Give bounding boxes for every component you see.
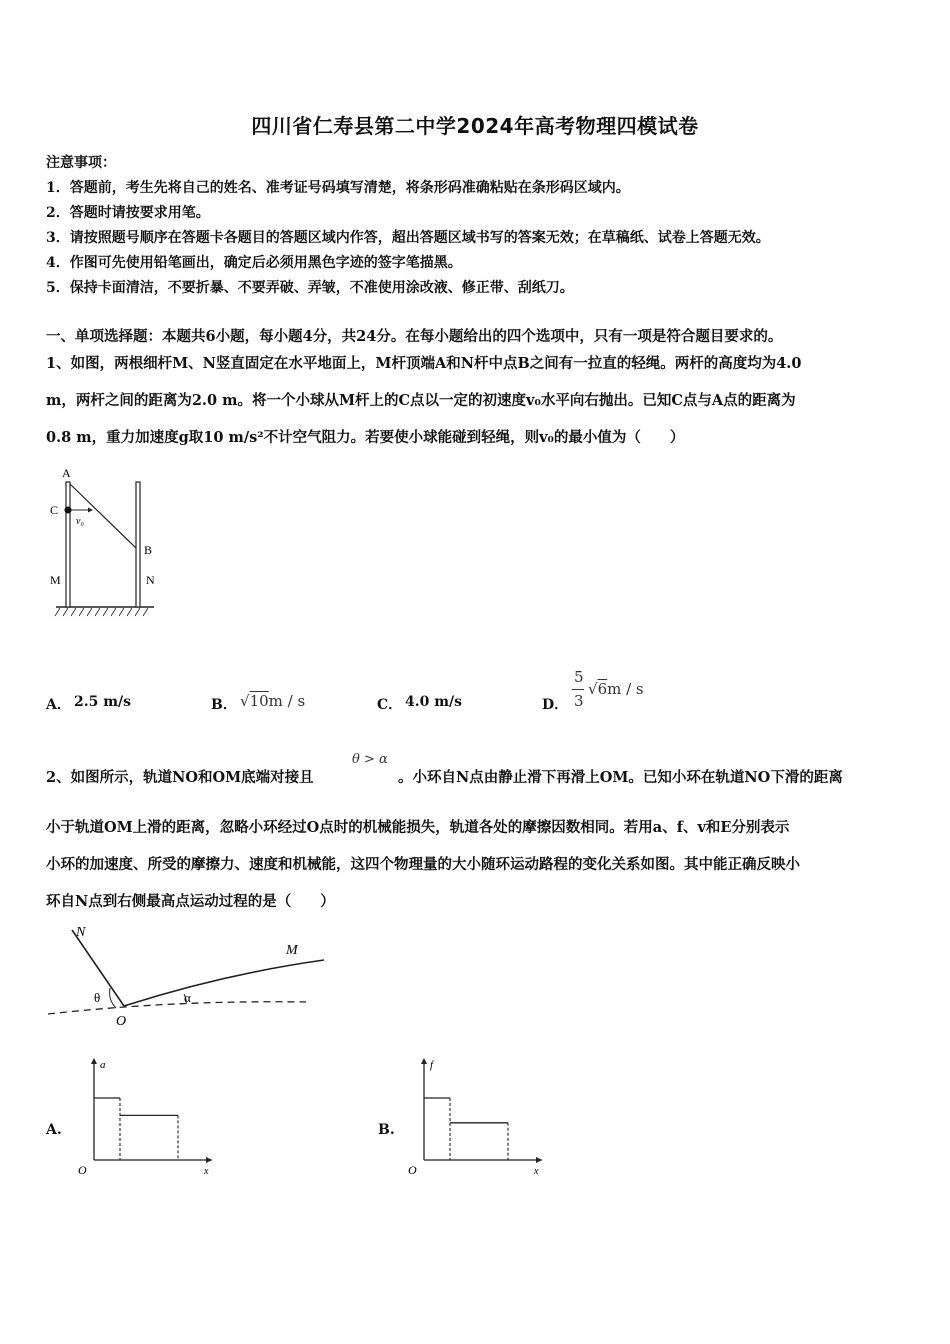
q1-option-d-denominator: 3	[574, 692, 584, 710]
q1-option-a-value: 2.5 m/s	[74, 694, 132, 710]
q1-option-d-value: √6m / s	[588, 680, 644, 698]
q2-text-line-2: 小于轨道OM上滑的距离，忽略小环经过O点时的机械能损失，轨道各处的摩擦因数相同。若用a、f、v和E分别表示	[46, 819, 790, 836]
q2-graph-a	[74, 1054, 224, 1176]
notice-item-3: 3．请按照题号顺序在答题卡各题目的答题区域内作答，超出答题区域书写的答案无效；在草稿纸、试卷上答题无效。	[46, 230, 770, 246]
graph-b-x-label: x	[534, 1166, 539, 1176]
q1-option-d-unit: m / s	[607, 680, 644, 698]
q1-option-d-label: D．	[542, 697, 569, 713]
graph-a-y-arrow	[91, 1058, 97, 1064]
notice-item-5: 5．保持卡面清洁，不要折暴、不要弄破、弄皱，不准使用涂改液、修正带、刮纸刀。	[46, 280, 574, 296]
graph-b-x-arrow	[536, 1157, 542, 1163]
label-c: C	[50, 503, 59, 517]
q1-option-b-unit: m / s	[268, 692, 306, 710]
label-m: M	[50, 573, 61, 587]
q1-option-a-label: A．	[46, 697, 71, 713]
section-heading: 一、单项选择题：本题共6小题，每小题4分，共24分。在每小题给出的四个选项中，只有一项是符合题目要求的。	[46, 328, 783, 345]
q1-text-line-3: 0.8 m，重力加速度g取10 m/s²不计空气阻力。若要使小球能碰到轻绳，则v₀的最小值为（ ）	[46, 429, 685, 446]
ball	[65, 507, 72, 514]
graph-b-y-arrow	[421, 1058, 427, 1064]
label-n: N	[76, 925, 86, 940]
notice-item-2: 2．答题时请按要求用笔。	[46, 205, 210, 221]
q1-text-line-1: 1、如图，两根细杆M、N竖直固定在水平地面上，M杆顶端A和N杆中点B之间有一拉直的轻绳。两杆的高度均为4.0	[46, 355, 802, 372]
notice-heading: 注意事项：	[46, 155, 116, 171]
q2-text-line-4: 环自N点到右侧最高点运动过程的是（ ）	[46, 893, 335, 910]
track-om	[124, 960, 324, 1006]
graph-a-origin-label: O	[78, 1163, 87, 1176]
page-title: 四川省仁寿县第二中学2024年高考物理四模试卷	[251, 114, 699, 138]
q1-option-d-numerator: 5	[574, 668, 584, 686]
q2-graph-b	[404, 1054, 554, 1176]
q1-option-d-radicand: 6	[597, 680, 608, 698]
graph-b-origin-label: O	[408, 1163, 417, 1176]
label-m: M	[286, 943, 298, 958]
q1-option-c-value: 4.0 m/s	[405, 694, 463, 710]
graph-a-x-arrow	[206, 1157, 212, 1163]
notice-item-1: 1．答题前，考生先将自己的姓名、准考证号码填写清楚，将条形码准确粘贴在条形码区域内。	[46, 180, 630, 196]
notice-item-4: 4．作图可先使用铅笔画出，确定后必须用黑色字迹的签字笔描黑。	[46, 255, 462, 271]
q2-text-line-3: 小环的加速度、所受的摩擦力、速度和机械能，这四个物理量的大小随环运动路程的变化关系如图。其中能正确反映小	[46, 856, 800, 873]
q1-option-d-fraction-bar	[572, 689, 584, 690]
q2-text-line-1-post: 。小环自N点由静止滑下再滑上OM。已知小环在轨道NO下滑的距离	[398, 769, 843, 786]
label-v0: v₀	[76, 516, 84, 527]
graph-a-x-label: x	[204, 1166, 209, 1176]
q1-option-b-value: √10m / s	[240, 692, 306, 710]
label-n: N	[146, 573, 155, 587]
q2-option-a-label: A.	[46, 1122, 62, 1138]
q1-option-b-radicand: 10	[249, 692, 269, 710]
q1-text-line-2: m，两杆之间的距离为2.0 m。将一个小球从M杆上的C点以一定的初速度v₀水平向右抛出。已知C点与A点的距离为	[46, 392, 796, 409]
label-b: B	[144, 543, 153, 557]
q2-option-b-label: B.	[378, 1122, 395, 1138]
pole-m	[66, 482, 70, 607]
q2-condition: θ > α	[352, 752, 388, 767]
label-o: O	[116, 1014, 127, 1029]
label-a: A	[62, 466, 71, 480]
q1-figure	[44, 462, 164, 627]
label-theta: θ	[94, 990, 101, 1005]
label-alpha: α	[184, 990, 191, 1005]
q2-track-figure	[44, 922, 334, 1032]
graph-a-y-label: a	[100, 1059, 106, 1071]
q1-option-b-label: B．	[211, 697, 237, 713]
q1-option-c-label: C．	[377, 697, 403, 713]
graph-b-y-label: f	[430, 1059, 434, 1071]
q2-text-line-1-pre: 2、如图所示，轨道NO和OM底端对接且	[46, 769, 314, 786]
pole-n	[136, 482, 140, 607]
